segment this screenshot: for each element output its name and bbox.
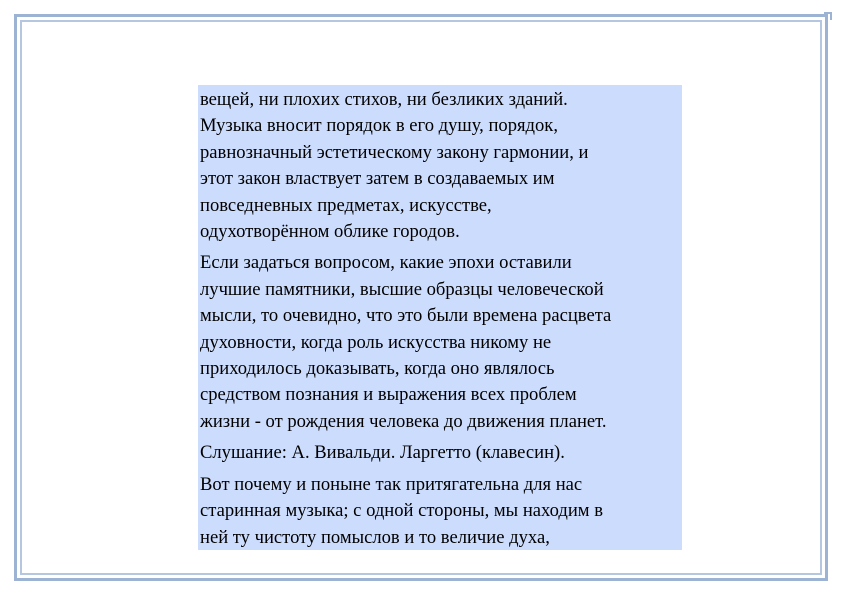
frame-corner-mark [824,12,832,20]
paragraph-4: Вот почему и поныне так притягательна для нас старинная музыка; с одной стороны, мы находим в ней ту чистоту помыслов и то величие духа, [200,473,603,548]
paragraph-1: вещей, ни плохих стихов, ни безликих зданий. Музыка вносит порядок в его душу, порядок, равнозначный эстетическому закону гармонии, и этот закон властвует затем в создаваемых им повседневных предметах, искусстве, одухотворённом облике городов. [200,89,589,243]
paragraph-listening: Слушание: А. Вивальди. Ларгетто (клавесин). [200,442,565,464]
paragraph-2: Если задаться вопросом, какие эпохи оставили лучшие памятники, высшие образцы человеческой мысли, то очевидно, что это были времена расцвета духовности, когда роль искусства никому не приходилось доказывать, когда оно являлось средством познания и выражения всех проблем жизни - от рождения человека до движения планет. [200,252,612,432]
text-block [198,85,682,550]
